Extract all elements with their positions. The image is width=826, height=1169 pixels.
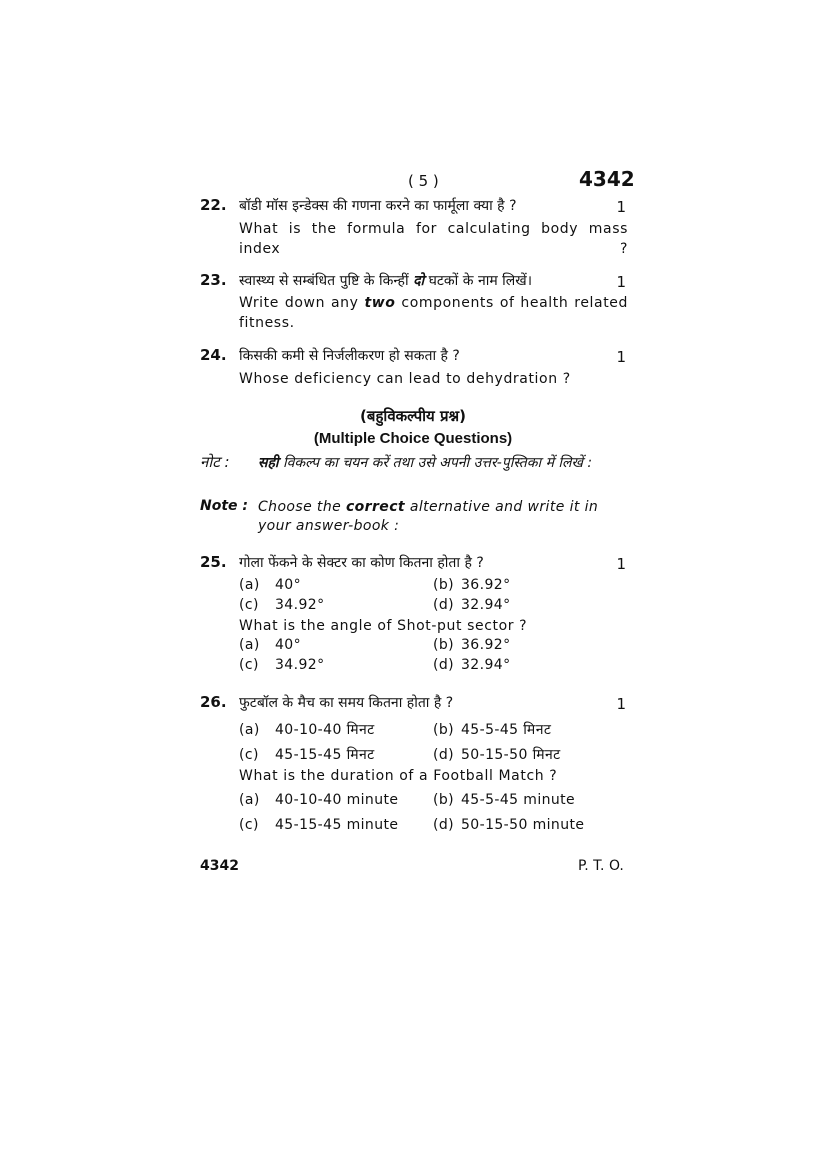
- note-label-english: Note :: [200, 498, 248, 514]
- option-d: (d) 50-15-50 मिनट: [433, 747, 561, 763]
- option-b: (b) 45-5-45 मिनट: [433, 722, 552, 738]
- option-a: (a) 40°: [239, 577, 302, 593]
- question-number: 26.: [200, 693, 227, 711]
- question-number: 24.: [200, 346, 227, 364]
- question-hindi: फुटबॉल के मैच का समय कितना होता है ?: [239, 695, 454, 711]
- option-a: (a) 40-10-40 मिनट: [239, 722, 375, 738]
- option-a: (a) 40°: [239, 637, 302, 653]
- note-text-hindi: सही विकल्प का चयन करें तथा उसे अपनी उत्तर-पुस्तिका में लिखें :: [258, 455, 593, 471]
- question-marks: 1: [616, 198, 626, 216]
- option-c: (c) 34.92°: [239, 657, 325, 673]
- question-english: What is the duration of a Football Match ?: [239, 768, 558, 784]
- question-english: What is the angle of Shot-put sector ?: [239, 618, 528, 634]
- question-marks: 1: [616, 273, 626, 291]
- question-english: What is the formula for calculating body mass index ?: [239, 221, 628, 257]
- option-d: (d) 32.94°: [433, 657, 511, 673]
- question-number: 23.: [200, 271, 227, 289]
- question-english: Write down any two components of health related fitness.: [239, 295, 628, 331]
- question-hindi: बॉडी मॉस इन्डेक्स की गणना करने का फार्मूला क्या है ?: [239, 198, 517, 214]
- note-text-english: Choose the correct alternative and write it in your answer-book :: [258, 499, 599, 534]
- question-english: Whose deficiency can lead to dehydration ?: [239, 371, 571, 387]
- question-26: [200, 693, 630, 838]
- option-d: (d) 50-15-50 minute: [433, 817, 585, 833]
- question-hindi: गोला फेंकने के सेक्टर का कोण कितना होता है ?: [239, 555, 484, 571]
- question-number: 25.: [200, 553, 227, 571]
- option-c: (c) 34.92°: [239, 597, 325, 613]
- question-hindi: किसकी कमी से निर्जलीकरण हो सकता है ?: [239, 348, 460, 364]
- page-number: ( 5 ): [408, 172, 439, 190]
- pto-label: P. T. O.: [578, 858, 624, 874]
- option-b: (b) 45-5-45 minute: [433, 792, 576, 808]
- note-label-hindi: नोट :: [200, 453, 230, 471]
- question-hindi: स्वास्थ्य से सम्बंधित पुष्टि के किन्हीं दो घटकों के नाम लिखें।: [239, 273, 533, 289]
- footer-paper-code: 4342: [200, 858, 239, 874]
- paper-code: 4342: [579, 167, 635, 191]
- option-b: (b) 36.92°: [433, 637, 511, 653]
- option-a: (a) 40-10-40 minute: [239, 792, 399, 808]
- question-marks: 1: [616, 695, 626, 713]
- mcq-heading-hindi: (बहुविकल्पीय प्रश्न): [360, 407, 466, 425]
- option-b: (b) 36.92°: [433, 577, 511, 593]
- question-25: [200, 553, 630, 678]
- question-marks: 1: [616, 555, 626, 573]
- question-marks: 1: [616, 348, 626, 366]
- option-d: (d) 32.94°: [433, 597, 511, 613]
- mcq-heading-english: (Multiple Choice Questions): [313, 430, 513, 447]
- option-c: (c) 45-15-45 मिनट: [239, 747, 375, 763]
- option-c: (c) 45-15-45 minute: [239, 817, 399, 833]
- question-number: 22.: [200, 196, 227, 214]
